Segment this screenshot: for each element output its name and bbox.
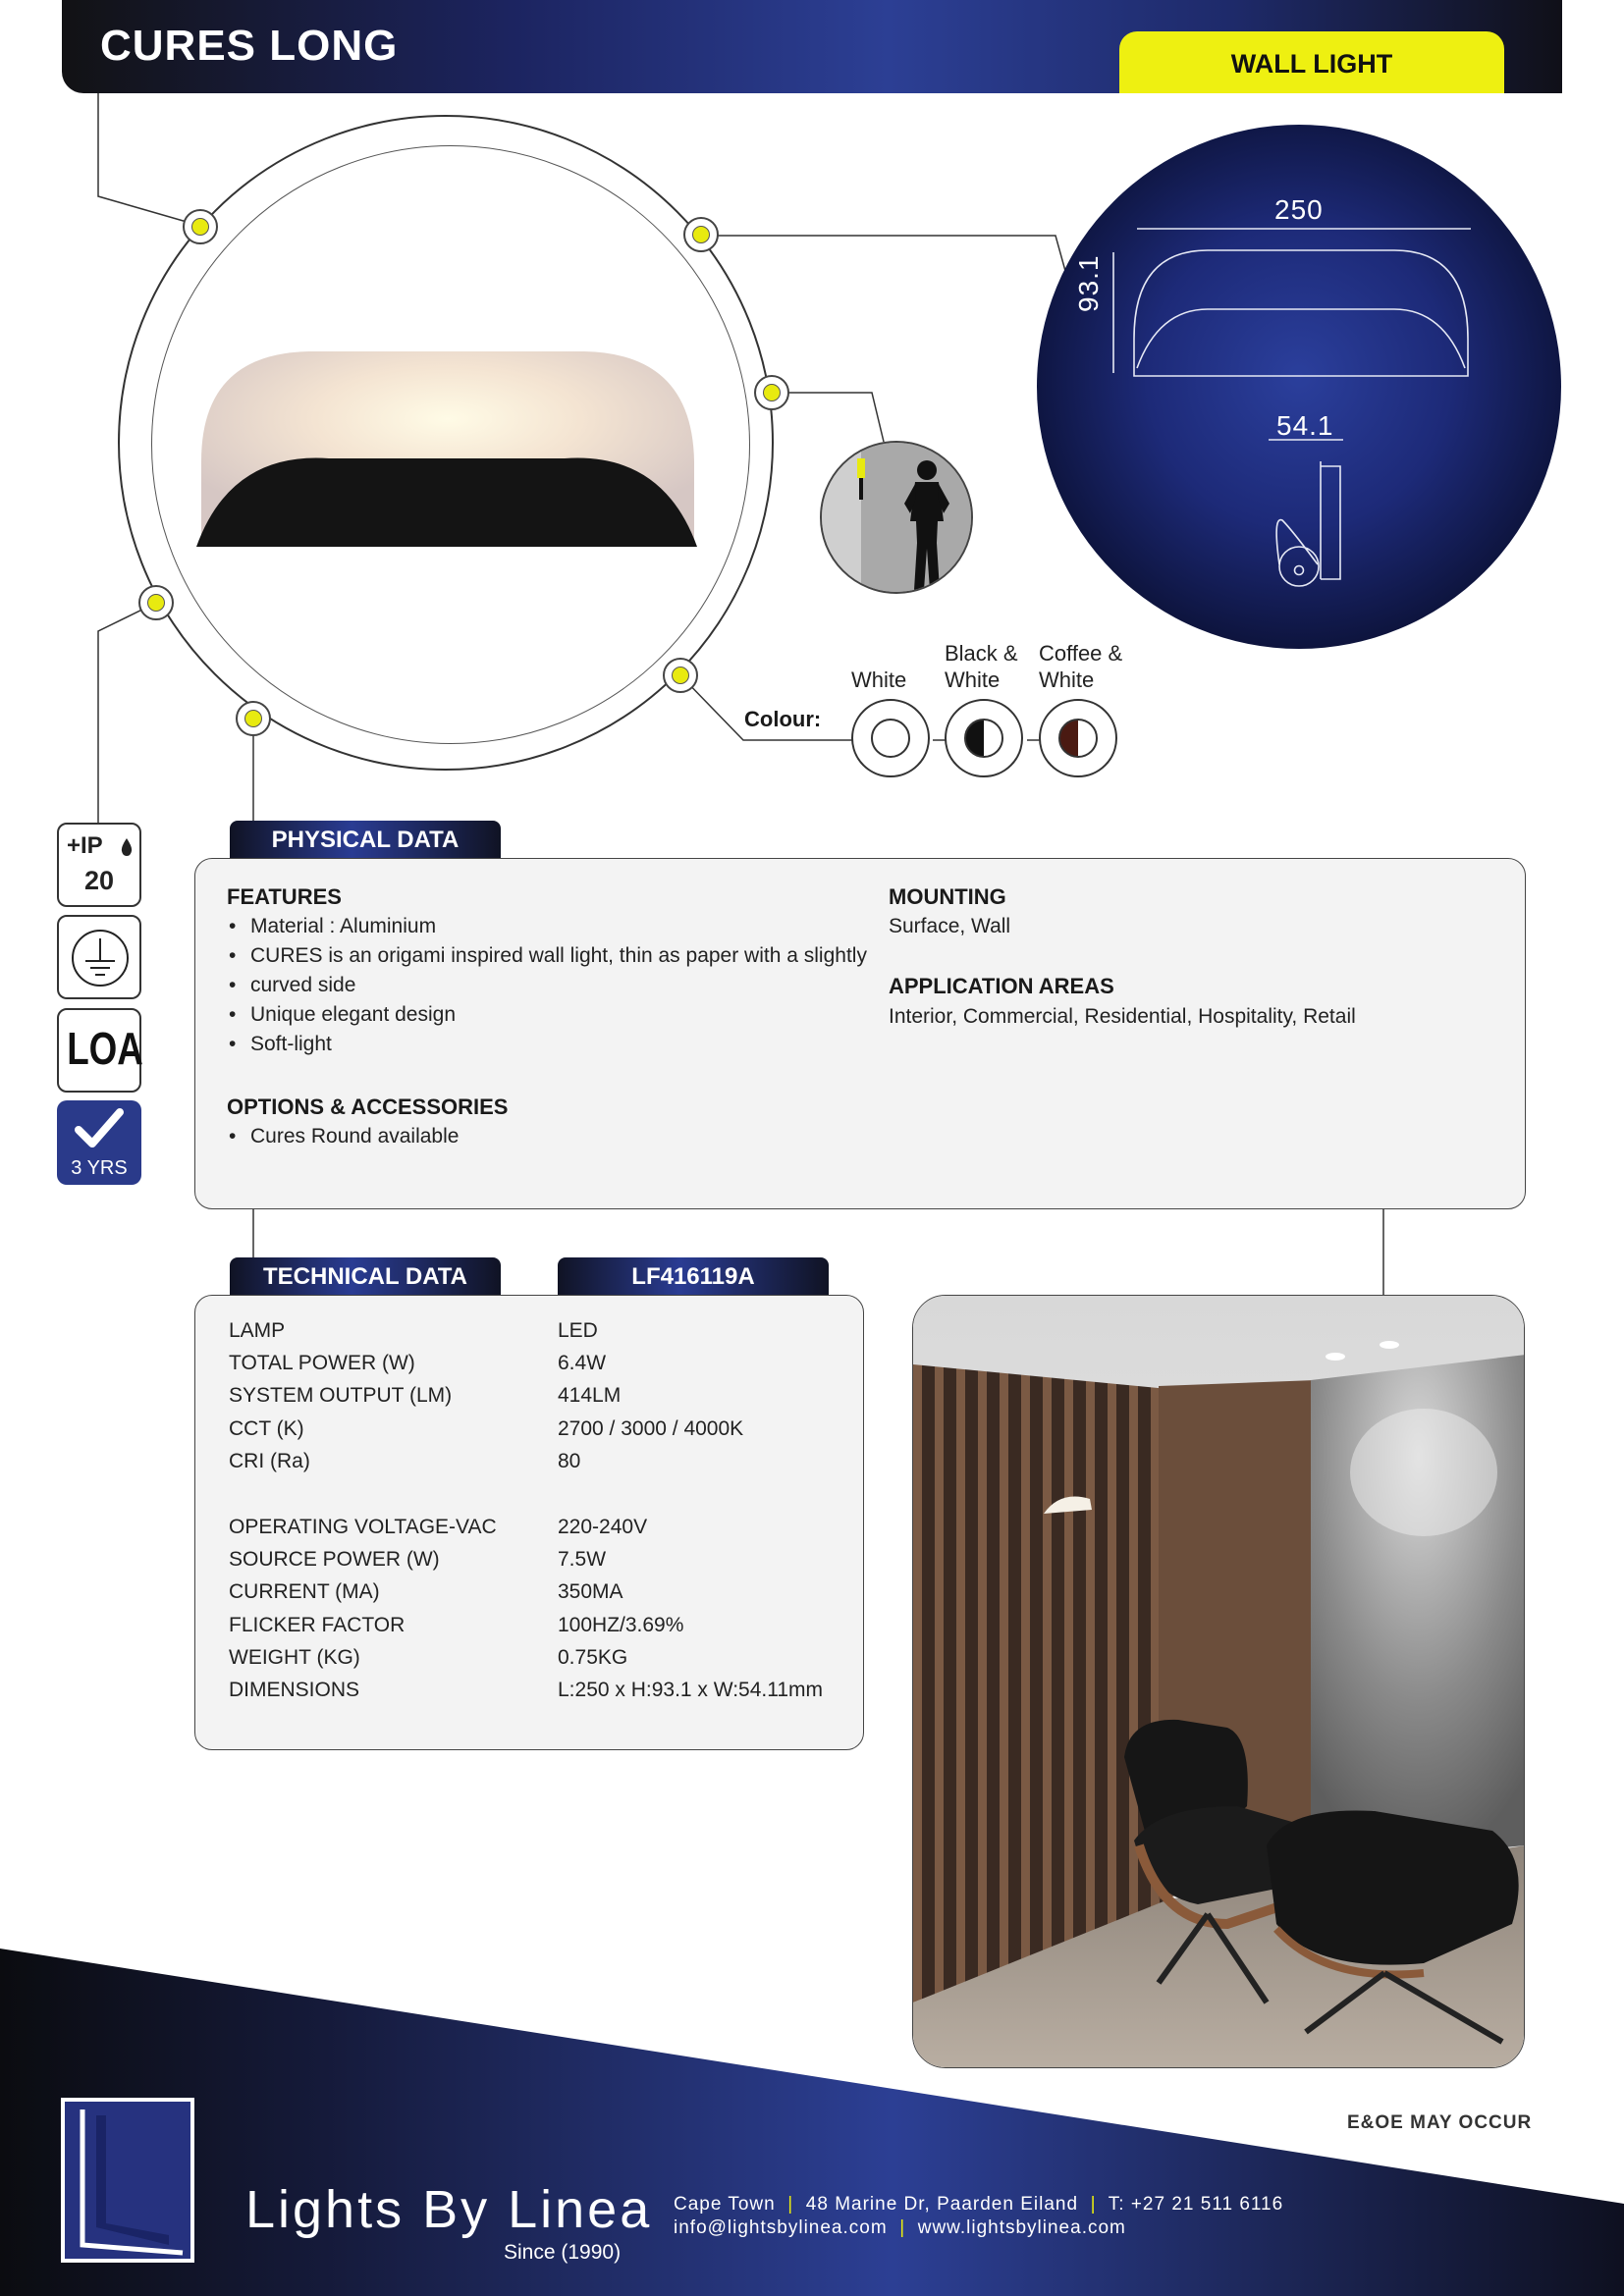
brand-logo	[61, 2098, 194, 2263]
tech-value: 7.5W	[558, 1548, 607, 1571]
features-list	[227, 912, 898, 1059]
earth-class-badge	[57, 915, 141, 999]
swatch-label-line2: White	[1039, 667, 1095, 692]
loa-label: LOA	[67, 1023, 143, 1074]
eoe-disclaimer: E&OE MAY OCCUR	[1347, 2112, 1533, 2133]
ip-plus-label: +IP	[67, 832, 103, 859]
contact-line-1	[674, 2194, 1283, 2216]
tech-value: 414LM	[558, 1384, 622, 1407]
features-heading: FEATURES	[227, 884, 342, 909]
list-item: • CURES is an origami inspired wall light, thin as paper with a slightly	[250, 941, 898, 971]
physical-data-tab: PHYSICAL DATA	[230, 821, 501, 858]
swatch-label-line1: Coffee &	[1039, 641, 1123, 666]
swatch-coffee-white-fill	[1058, 719, 1098, 758]
tech-label: CRI (Ra)	[229, 1450, 310, 1472]
options-heading: OPTIONS & ACCESSORIES	[227, 1095, 509, 1119]
product-code-tab: LF416119A	[558, 1257, 829, 1295]
checkmark-icon	[75, 1106, 124, 1151]
tech-label: TOTAL POWER (W)	[229, 1352, 415, 1374]
list-item: • curved side	[250, 971, 898, 1000]
ip-rating-badge	[57, 823, 141, 907]
tech-value: 0.75KG	[558, 1646, 628, 1669]
contact-line-2	[674, 2217, 1126, 2239]
tech-label: SOURCE POWER (W)	[229, 1548, 440, 1571]
colour-label: Colour:	[744, 707, 822, 731]
dimension-length: 250	[1274, 194, 1324, 225]
technical-data-tab: TECHNICAL DATA	[230, 1257, 501, 1295]
loa-badge	[57, 1008, 141, 1093]
tech-label: LAMP	[229, 1319, 286, 1342]
earth-ground-icon	[66, 924, 135, 992]
tech-label: CURRENT (MA)	[229, 1580, 380, 1603]
mounting-heading: MOUNTING	[889, 884, 1006, 909]
list-item: • Soft-light	[250, 1030, 898, 1059]
callout-dot	[138, 585, 174, 620]
tech-label: FLICKER FACTOR	[229, 1614, 406, 1636]
swatch-coffee-white[interactable]	[1039, 699, 1117, 777]
product-title: CURES LONG	[100, 22, 399, 70]
list-item: • Material : Aluminium	[250, 912, 898, 941]
swatch-white-fill	[871, 719, 910, 758]
swatch-black-white-fill	[964, 719, 1003, 758]
tech-label: DIMENSIONS	[229, 1679, 360, 1701]
dimension-drawing	[1100, 221, 1483, 594]
callout-dot	[183, 209, 218, 244]
warranty-badge	[57, 1100, 141, 1185]
swatch-black-white[interactable]	[945, 699, 1023, 777]
callout-dot	[663, 658, 698, 693]
swatch-label-line2: White	[945, 667, 1001, 692]
category-badge: WALL LIGHT	[1119, 31, 1504, 93]
tech-label: CCT (K)	[229, 1417, 304, 1440]
dimension-height: 93.1	[1073, 254, 1104, 312]
callout-dot	[683, 217, 719, 252]
callout-dot	[754, 375, 789, 410]
list-item: • Unique elegant design	[250, 1000, 898, 1030]
contact-phone: T: +27 21 511 6116	[1108, 2194, 1284, 2215]
scale-figure-circle	[820, 441, 973, 594]
tech-value: 2700 / 3000 / 4000K	[558, 1417, 744, 1440]
swatch-white[interactable]	[851, 699, 930, 777]
callout-dot	[236, 701, 271, 736]
product-image	[191, 344, 702, 555]
warranty-label: 3 YRS	[71, 1157, 128, 1179]
brand-since: Since (1990)	[504, 2241, 622, 2264]
separator: |	[1084, 2194, 1103, 2215]
contact-website[interactable]: www.lightsbylinea.com	[917, 2217, 1126, 2238]
tech-value: 80	[558, 1450, 581, 1472]
water-drop-icon	[120, 837, 134, 857]
separator: |	[782, 2194, 800, 2215]
separator: |	[893, 2217, 912, 2238]
person-silhouette-icon	[822, 443, 973, 594]
tech-label: SYSTEM OUTPUT (LM)	[229, 1384, 453, 1407]
tech-value: 350MA	[558, 1580, 623, 1603]
tech-value: 100HZ/3.69%	[558, 1614, 684, 1636]
list-item: • Cures Round available	[250, 1122, 839, 1151]
tech-label: WEIGHT (KG)	[229, 1646, 360, 1669]
tech-value: 6.4W	[558, 1352, 607, 1374]
application-value: Interior, Commercial, Residential, Hospitality, Retail	[889, 1005, 1356, 1028]
contact-email[interactable]: info@lightsbylinea.com	[674, 2217, 888, 2238]
tech-value: LED	[558, 1319, 598, 1342]
ip-value: 20	[83, 866, 115, 895]
contact-city: Cape Town	[674, 2194, 776, 2215]
swatch-label-line1: Black &	[945, 641, 1018, 666]
brand-name: Lights By Linea	[245, 2180, 653, 2239]
application-heading: APPLICATION AREAS	[889, 974, 1114, 998]
mounting-value: Surface, Wall	[889, 915, 1011, 937]
tech-value: L:250 x H:93.1 x W:54.11mm	[558, 1679, 824, 1701]
tech-label: OPERATING VOLTAGE-VAC	[229, 1516, 497, 1538]
swatch-label-white: White	[851, 667, 907, 692]
contact-address: 48 Marine Dr, Paarden Eiland	[805, 2194, 1079, 2215]
options-list	[227, 1122, 839, 1151]
tech-value: 220-240V	[558, 1516, 648, 1538]
dimension-depth: 54.1	[1276, 410, 1334, 441]
